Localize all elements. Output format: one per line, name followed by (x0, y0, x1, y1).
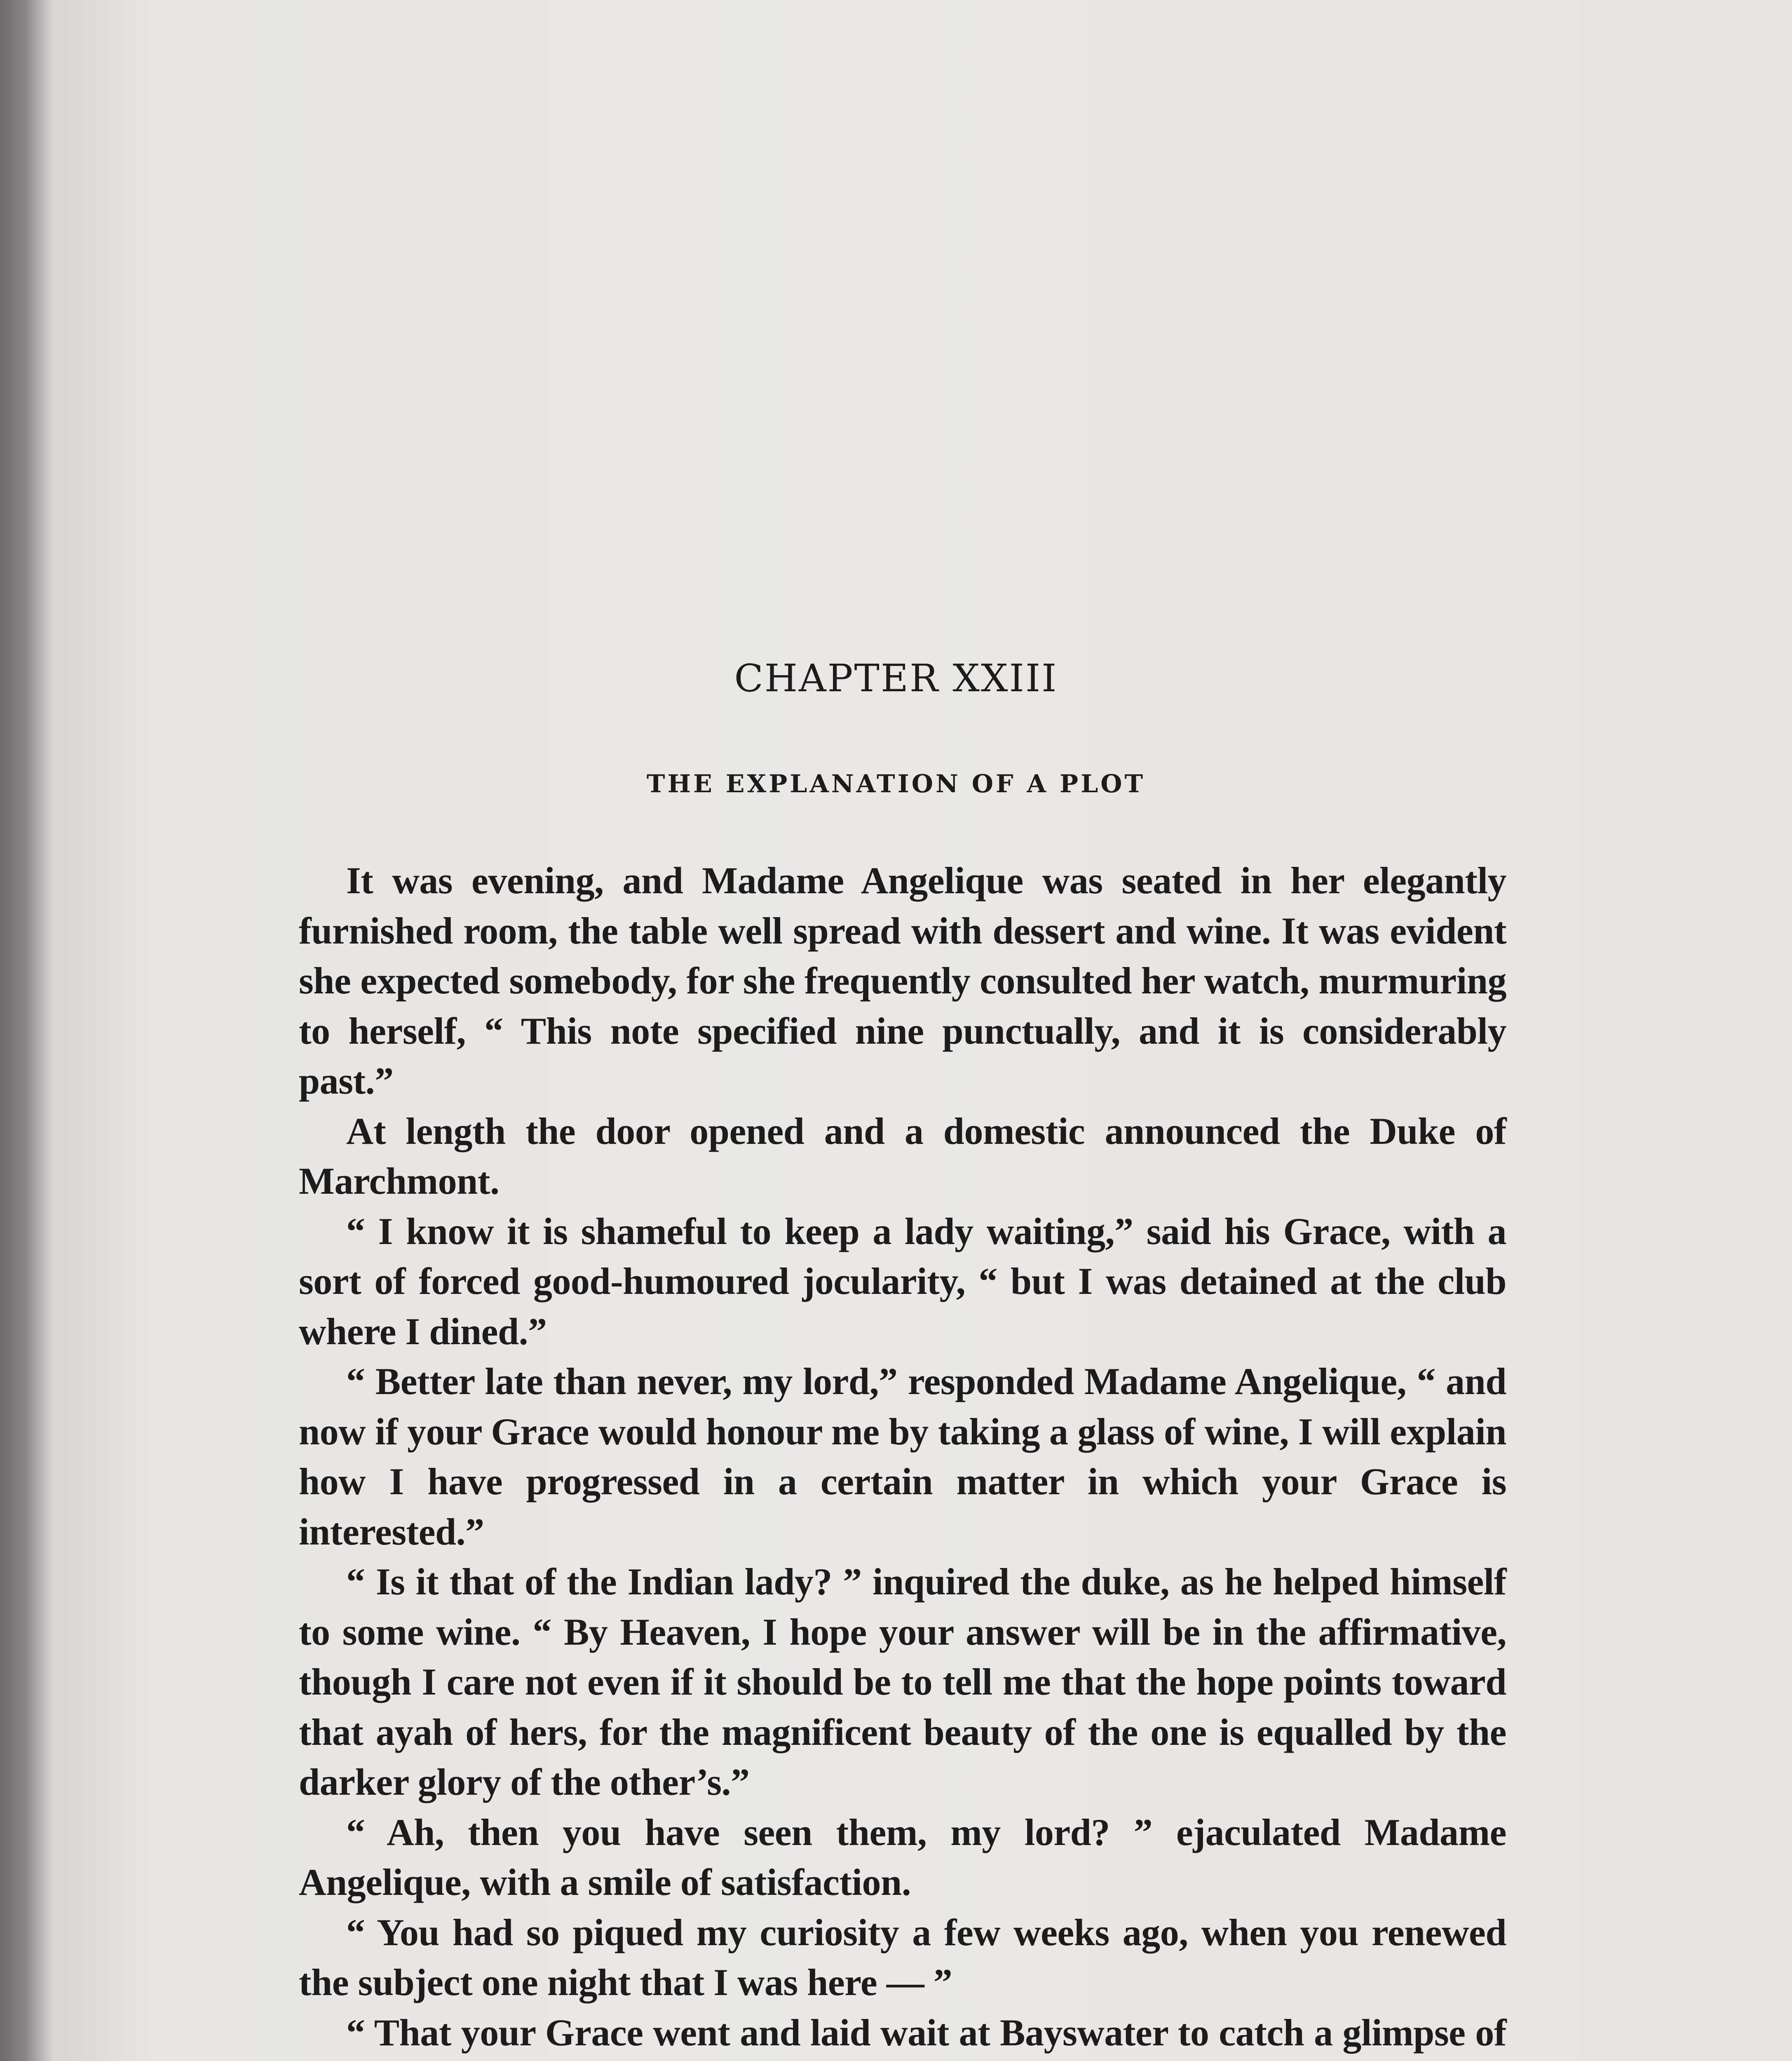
chapter-title: THE EXPLANATION OF A PLOT (646, 770, 1146, 798)
book-spine-edge (0, 0, 52, 2061)
paragraph: “ I know it is shameful to keep a lady waiting,” said his Grace, with a sort of forced good-humoured jocularity, “ but I was detained at the club where I dined.” (299, 1210, 1506, 1352)
chapter-body (299, 856, 1506, 2061)
paragraph: “ Is it that of the Indian lady? ” inquired the duke, as he helped himself to some wine. “ By Heaven, I hope your answer will be in the affirmative, though I care not even if it should be to tell me that the hope points toward that ayah of hers, for the magnificent beauty of the one is equalled by the darker glory of the other’s.” (299, 1561, 1506, 1803)
paragraph: “ That your Grace went and laid wait at Bayswater to catch a glimpse of (346, 2011, 1506, 2054)
paragraph: “ You had so piqued my curiosity a few weeks ago, when you renewed the subject one night that I was here — ” (299, 1911, 1506, 2003)
paragraph: It was evening, and Madame Angelique was seated in her elegantly furnished room, the table well spread with dessert and wine. It was evident she expected somebody, for she frequently consulted her watch, murmuring to herself, “ This note specified nine punctually, and it is considerably past.” (299, 859, 1506, 1102)
chapter-number: CHAPTER XXIII (734, 656, 1058, 700)
paragraph: “ Ah, then you have seen them, my lord? ” ejaculated Madame Angelique, with a smile of satisfaction. (299, 1811, 1506, 1903)
paragraph: At length the door opened and a domestic announced the Duke of Marchmont. (299, 1110, 1506, 1202)
paragraph: “ Better late than never, my lord,” responded Madame Angelique, “ and now if your Grace would honour me by taking a glass of wine, I will explain how I have progressed in a certain matter in which your Grace is interested.” (299, 1360, 1506, 1553)
